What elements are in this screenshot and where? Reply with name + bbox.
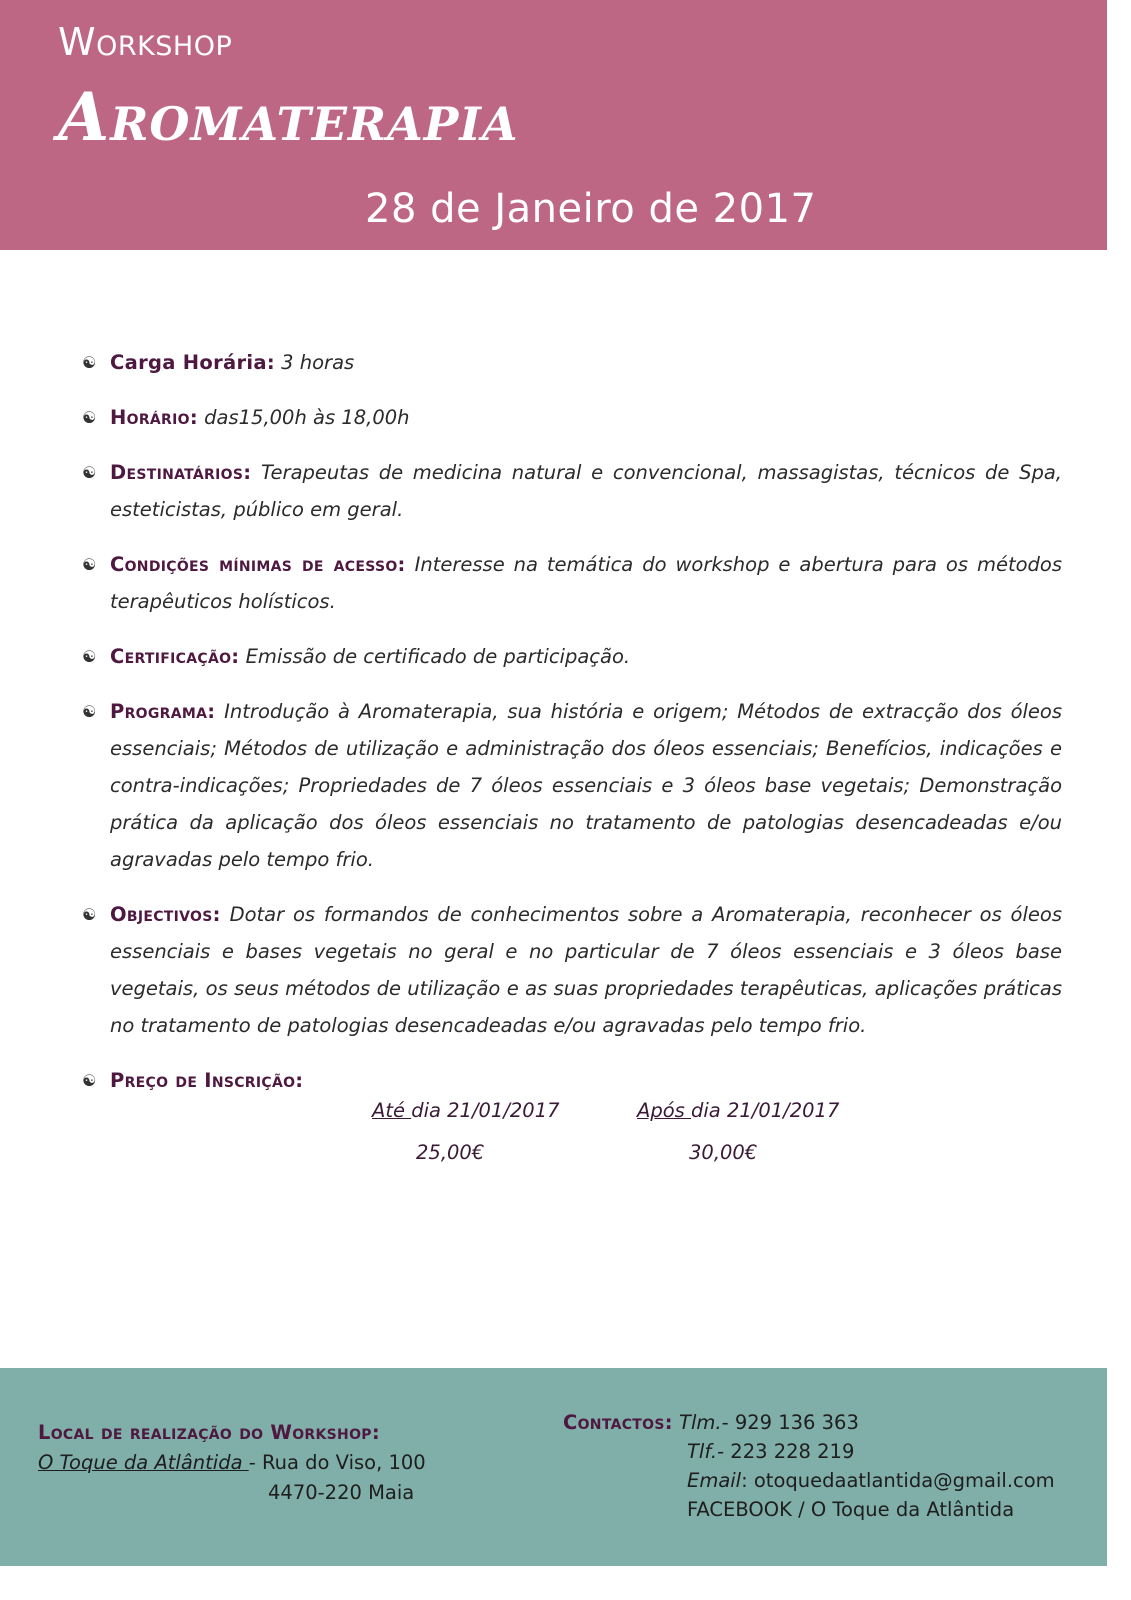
- info-item-programa: [82, 693, 1062, 878]
- item-label: Horário:: [110, 406, 198, 429]
- yin-yang-icon: ☯: [82, 408, 97, 427]
- info-item-carga-horaria: [82, 344, 1062, 381]
- footer-banner: [0, 1368, 1107, 1566]
- item-value: Terapeutas de medicina natural e convencional, massagistas, técnicos de Spa, esteticistas, público em geral.: [110, 461, 1062, 521]
- yin-yang-icon: ☯: [82, 353, 97, 372]
- price-condition: [637, 1095, 839, 1127]
- price-suffix: dia 21/01/2017: [411, 1099, 560, 1122]
- item-value: Introdução à Aromaterapia, sua história e origem; Métodos de extracção dos óleos essenciais; Métodos de utilização e administração dos óleos essenciais; Benefícios, indicações e contra-indicações; Propriedades de 7 óleos essenciais e 3 óleos base vegetais; Demonstração prática da aplicação dos óleos essenciais no tratamento de patologias desencadeadas e/ou agravadas pelo tempo frio.: [110, 700, 1063, 871]
- info-item-certificacao: [82, 638, 1062, 675]
- tlm-label: Tlm.: [679, 1411, 722, 1434]
- yin-yang-icon: ☯: [82, 463, 97, 482]
- header-banner: [0, 0, 1107, 250]
- item-value: 3 horas: [281, 351, 355, 374]
- contacts-label: Contactos:: [563, 1411, 673, 1434]
- price-prefix: Até: [372, 1099, 412, 1122]
- venue-postal: 4470-220 Maia: [268, 1481, 415, 1504]
- item-label: Condições mínimas de acesso:: [110, 553, 406, 576]
- price-column-late: [637, 1095, 839, 1169]
- tlf-label: Tlf.: [687, 1440, 718, 1463]
- venue-block: [38, 1418, 426, 1508]
- venue-street: - Rua do Viso, 100: [248, 1451, 426, 1474]
- item-label: Destinatários:: [110, 461, 252, 484]
- tlm-value: - 929 136 363: [721, 1411, 859, 1434]
- item-label: Certificação:: [110, 645, 240, 668]
- price-column-early: [372, 1095, 560, 1169]
- item-value: Emissão de certificado de participação.: [245, 645, 631, 668]
- contact-facebook[interactable]: FACEBOOK / O Toque da Atlântida: [687, 1498, 1015, 1521]
- price-condition: [372, 1095, 560, 1127]
- info-item-preco: [82, 1062, 1062, 1099]
- item-label: Objectivos:: [110, 903, 221, 926]
- info-list: [82, 344, 1062, 1117]
- email-value[interactable]: : otoquedaatlantida@gmail.com: [741, 1469, 1055, 1492]
- item-label: Preço de Inscrição:: [110, 1069, 304, 1092]
- venue-address-line: [38, 1448, 426, 1478]
- price-amount: 30,00€: [689, 1141, 758, 1164]
- venue-name-link[interactable]: O Toque da Atlântida: [38, 1451, 249, 1474]
- yin-yang-icon: ☯: [82, 555, 97, 574]
- info-item-objectivos: [82, 896, 1062, 1044]
- contact-email: [563, 1466, 1055, 1495]
- item-value: Interesse na temática do workshop e abertura para os métodos terapêuticos holísticos.: [110, 553, 1062, 613]
- info-item-condicoes: [82, 546, 1062, 620]
- price-amount: 25,00€: [416, 1141, 485, 1164]
- info-item-destinatarios: [82, 454, 1062, 528]
- yin-yang-icon: ☯: [82, 647, 97, 666]
- tlf-value: - 223 228 219: [717, 1440, 855, 1463]
- item-value: das15,00h às 18,00h: [204, 406, 410, 429]
- item-value: Dotar os formandos de conhecimentos sobre a Aromaterapia, reconhecer os óleos essenciais e bases vegetais no geral e no particular de 7 óleos essenciais e 3 óleos base vegetais, os seus métodos de utilização e as suas propriedades terapêuticas, aplicações práticas no tratamento de patologias desencadeadas e/ou agravadas pelo tempo frio.: [110, 903, 1062, 1037]
- page-title: Aromaterapia: [58, 78, 519, 156]
- event-date: 28 de Janeiro de 2017: [365, 186, 817, 232]
- contact-tlm: [563, 1408, 1055, 1437]
- price-suffix: dia 21/01/2017: [691, 1099, 840, 1122]
- price-prefix: Após: [637, 1099, 692, 1122]
- yin-yang-icon: ☯: [82, 905, 97, 924]
- contact-tlf: [563, 1437, 1055, 1466]
- venue-label: Local de realização do Workshop:: [38, 1421, 380, 1444]
- info-item-horario: [82, 399, 1062, 436]
- item-label: Carga Horária:: [110, 351, 275, 374]
- yin-yang-icon: ☯: [82, 702, 97, 721]
- email-label: Email: [687, 1469, 742, 1492]
- header-kicker: Workshop: [58, 20, 233, 64]
- contacts-block: [563, 1408, 1055, 1524]
- yin-yang-icon: ☯: [82, 1071, 97, 1090]
- item-label: Programa:: [110, 700, 216, 723]
